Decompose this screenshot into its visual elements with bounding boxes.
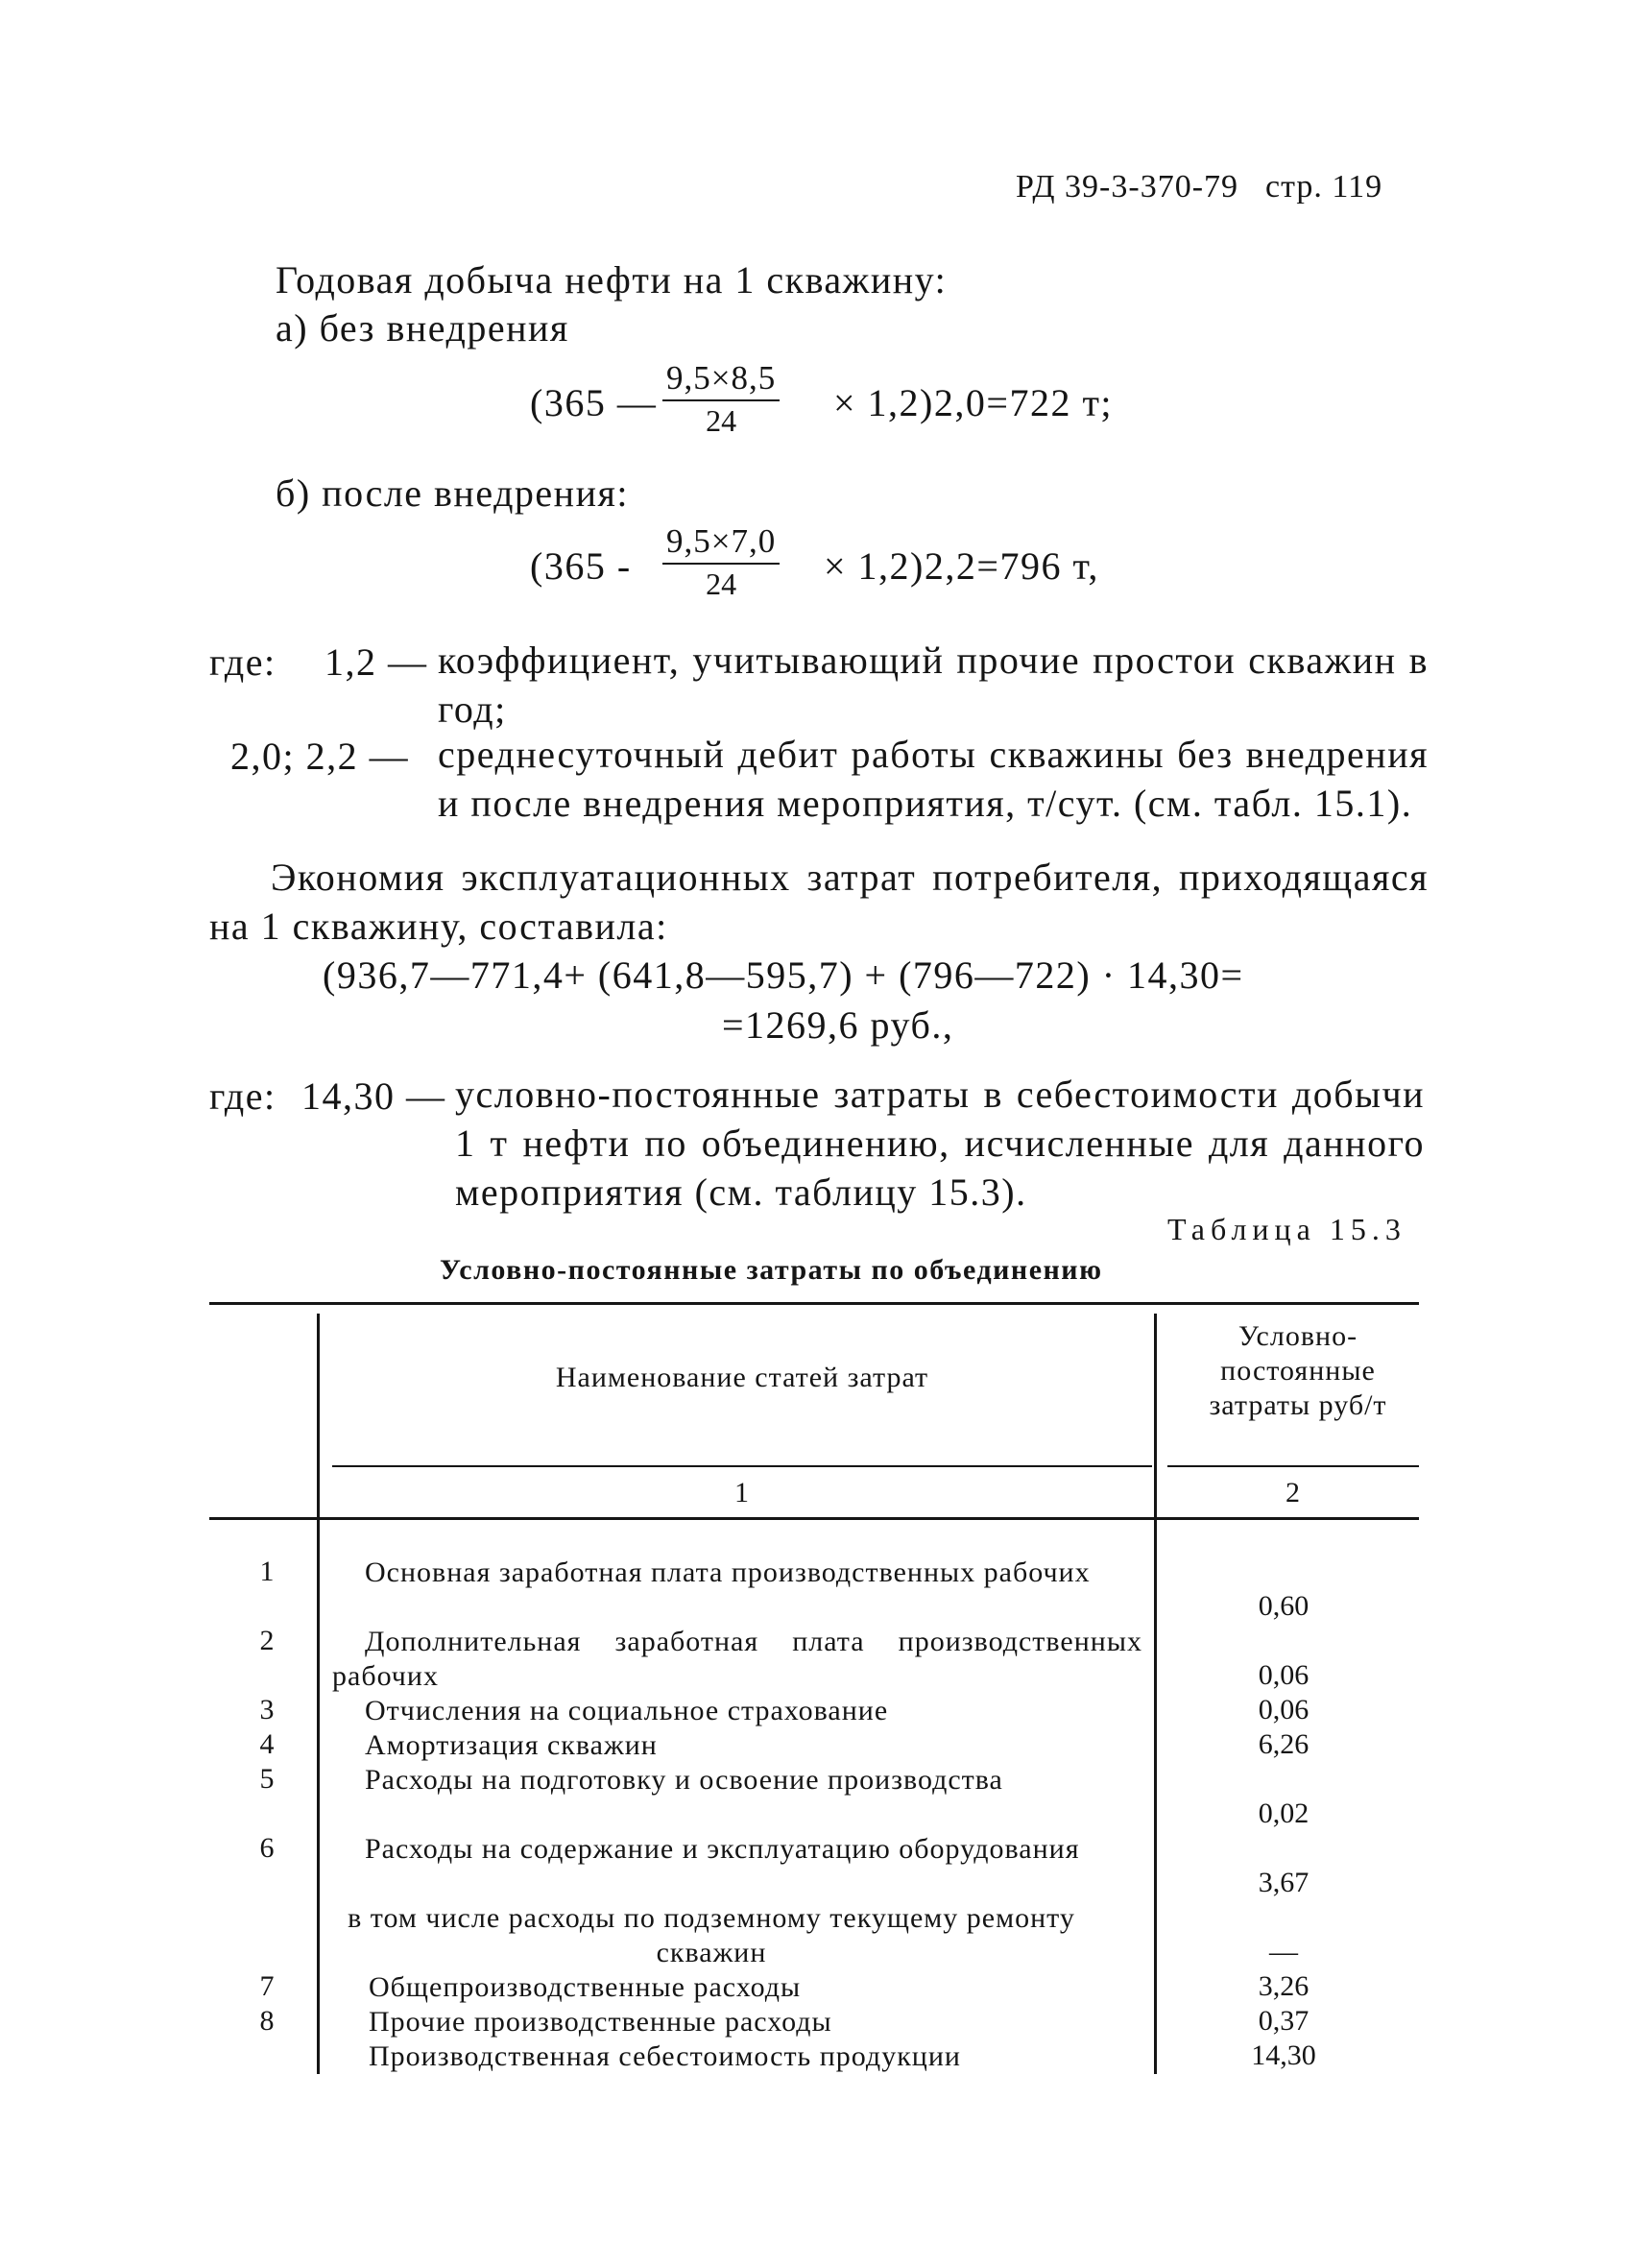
column-divider-left — [317, 1314, 320, 2074]
case-b-label: б) после внедрения: — [276, 471, 629, 515]
formula-2-fraction: $\frac{9,5\times 7,0}{24}$ — [662, 522, 780, 602]
page-number: стр. 119 — [1265, 169, 1383, 205]
economy-formula-line-1: (936,7—771,4+ (641,8—595,7) + (796—722) · 14,30= — [323, 953, 1244, 997]
section-title: Годовая добыча нефти на 1 скважину: — [276, 258, 948, 302]
header-sub-rule-1 — [332, 1465, 1152, 1467]
header-cost: Условно-постоянные затраты руб/т — [1209, 1320, 1387, 1421]
column-number-1: 1 — [734, 1477, 750, 1508]
table-title: Условно-постоянные затраты по объединению — [440, 1254, 1103, 1286]
case-a-label: а) без внедрения — [276, 306, 569, 350]
formula-1-fraction: $\frac{9,5\times 8,5}{24}$ — [662, 359, 780, 439]
economy-formula-line-2: =1269,6 руб., — [722, 1003, 954, 1047]
economy-paragraph: Экономия эксплуатационных затрат потребителя, приходящаяся на 1 скважину, составила: — [209, 856, 1429, 948]
table-top-rule — [209, 1302, 1419, 1305]
column-divider-right — [1154, 1314, 1157, 2074]
header-bottom-rule — [209, 1517, 1419, 1520]
table-label: Таблица 15.3 — [1167, 1212, 1406, 1246]
header-sub-rule-2 — [1167, 1465, 1419, 1467]
header-name: Наименование статей затрат — [555, 1362, 929, 1393]
document-reference: РД 39-3-370-79 стр. 119 — [1016, 169, 1383, 205]
column-number-2: 2 — [1286, 1477, 1301, 1508]
